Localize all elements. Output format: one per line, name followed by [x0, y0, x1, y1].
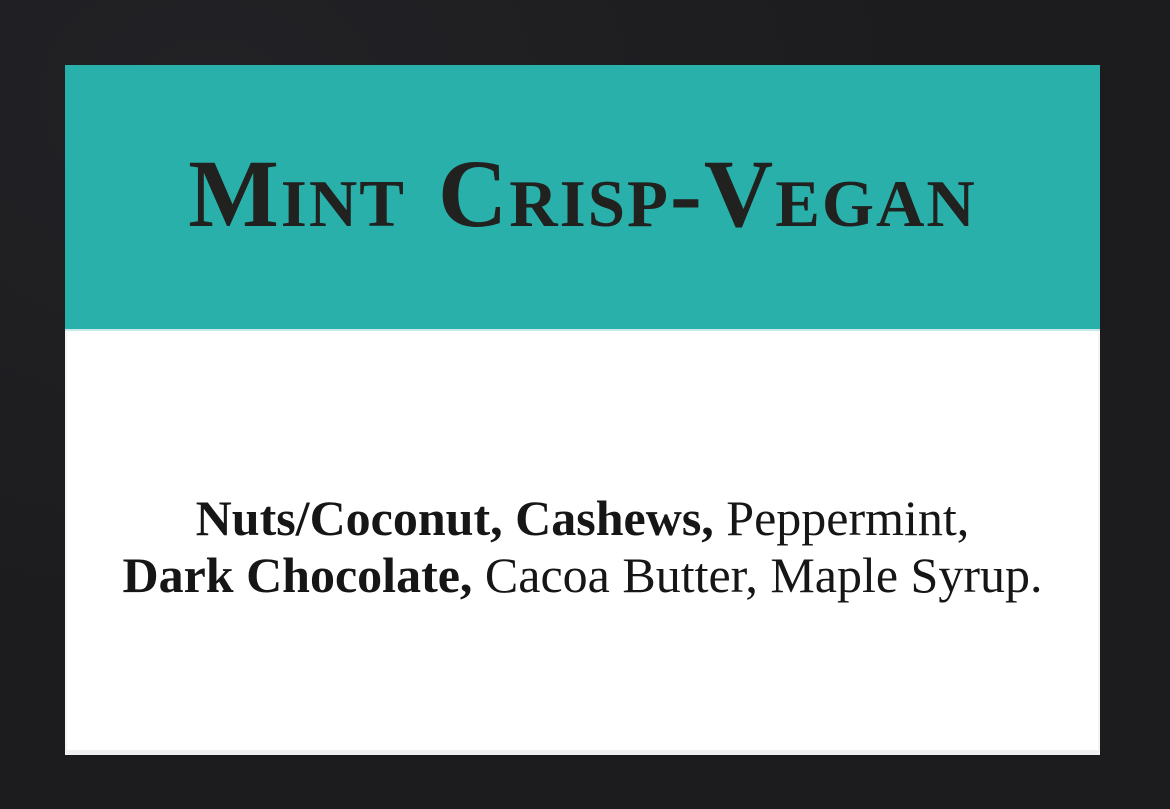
label-card: [65, 65, 1100, 755]
ingredients-text: [122, 490, 1042, 604]
ingredients-line-2: [122, 547, 1042, 604]
product-title: Mint Crisp-Vegan: [188, 140, 977, 247]
ingredient-segment-regular: Peppermint,: [713, 489, 970, 546]
ingredient-segment-bold: Dark Chocolate,: [122, 546, 473, 603]
label-body: [67, 331, 1098, 748]
ingredient-segment-bold: Nuts/Coconut, Cashews,: [195, 489, 714, 546]
ingredient-segment-regular: Cacoa Butter, Maple Syrup.: [472, 546, 1043, 603]
ingredients-line-1: [122, 490, 1042, 547]
label-header: [65, 65, 1100, 331]
